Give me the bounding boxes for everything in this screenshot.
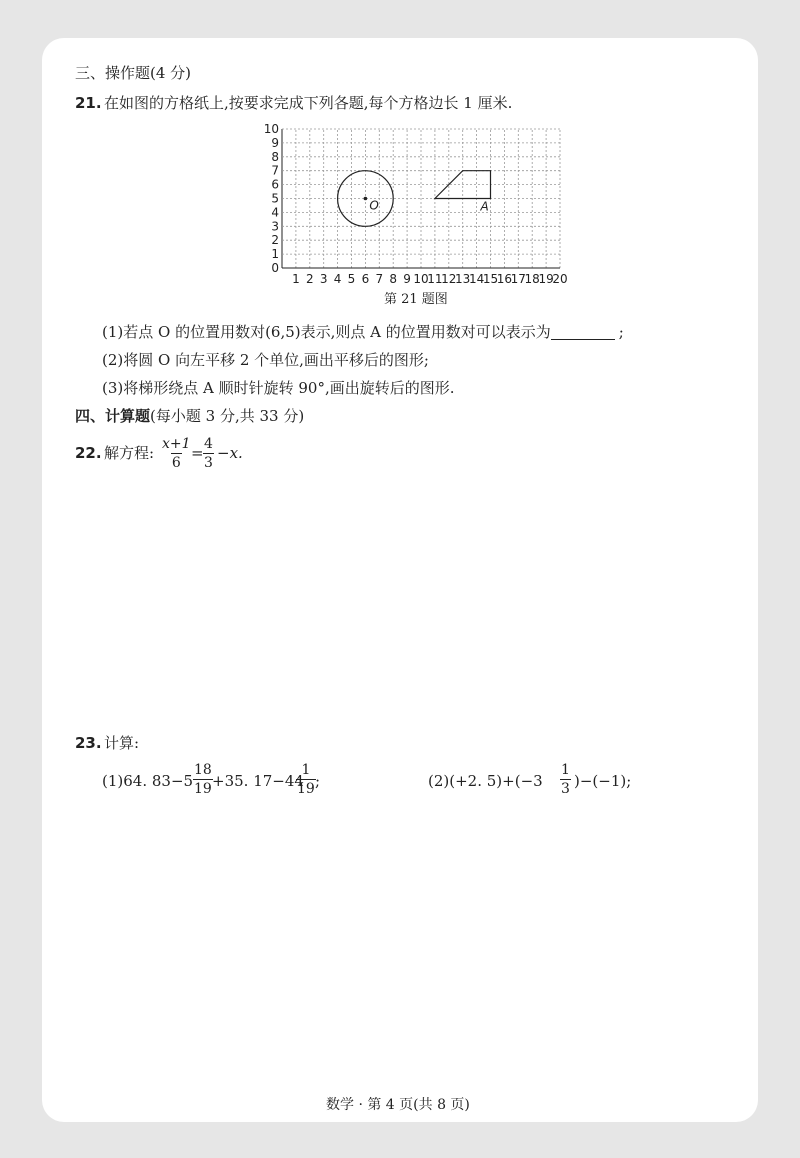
section4-heading [75,409,304,424]
q22-frac2-den: 3 [204,455,213,471]
q23-part2-b: )−(−1); [574,772,632,790]
q21-part2: (2)将圆 O 向左平移 2 个单位,画出平移后的图形; [102,351,429,369]
y-tick-label: 5 [271,191,279,206]
x-tick-label: 16 [496,272,513,286]
q23-part1-c: ; [315,772,321,790]
q22-frac2-num: 4 [204,436,213,452]
label-a: A [480,199,489,214]
y-tick-label: 8 [271,149,279,164]
q23-p1-f2-num: 1 [301,762,311,778]
label-o: O [369,198,379,213]
x-tick-label: 20 [552,272,568,286]
q21-part1 [102,325,624,340]
y-tick-label: 6 [271,177,279,192]
x-tick-label: 2 [305,272,314,286]
x-tick-label: 4 [333,272,342,286]
q22-tail: −x. [217,444,243,462]
q23-p2-f-num: 1 [561,762,570,778]
x-tick-label: 17 [510,272,526,286]
y-tick-label: 1 [271,247,279,262]
q23-part1-fraction1 [193,763,213,796]
page-footer: 数学 · 第 4 页(共 8 页) [326,1097,470,1113]
x-tick-label: 7 [375,272,384,286]
q23-label: 计算: [104,734,140,752]
q21-stem: 在如图的方格纸上,按要求完成下列各题,每个方格边长 1 厘米. [104,94,513,112]
q22-fraction-right [203,437,214,470]
y-tick-label: 10 [263,122,279,136]
q23-part1-a: (1)64. 83−5 [102,772,194,790]
x-tick-label: 6 [361,272,370,286]
q22-frac1-num: x+1 [162,436,191,452]
q23-p1-f1-num: 18 [194,762,212,778]
x-tick-label: 15 [482,272,499,286]
x-tick-label: 5 [347,272,356,286]
x-tick-label: 9 [403,272,411,286]
y-tick-label: 4 [271,205,279,220]
q22-equals: = [191,444,204,462]
q21-part3: (3)将梯形绕点 A 顺时针旋转 90°,画出旋转后的图形. [102,379,455,397]
q21-part1-end: ; [618,323,624,341]
x-tick-label: 1 [292,272,300,286]
section3-heading: 三、操作题(4 分) [75,64,192,82]
q23-part2-a: (2)(+2. 5)+(−3 [428,772,543,790]
x-tick-label: 13 [455,272,471,286]
q21-part1-answer-blank[interactable] [551,325,615,340]
y-tick-label: 0 [271,261,279,275]
y-tick-label: 2 [271,233,279,248]
y-tick-label: 9 [271,135,279,150]
x-tick-label: 10 [413,272,429,286]
x-tick-label: 8 [389,272,398,286]
circle-center-dot [364,197,368,201]
q22-fraction-left [161,437,192,470]
x-tick-label: 19 [538,272,554,286]
q23-p1-f2-den: 19 [297,781,315,797]
x-tick-label: 14 [468,272,485,286]
q23-part2-fraction [560,763,571,796]
q21-grid-figure [258,120,578,288]
q21-number: 21. [75,94,102,112]
q22-number: 22. [75,444,102,462]
section4-heading-rest: (每小题 3 分,共 33 分) [150,407,305,425]
x-tick-label: 12 [441,272,457,286]
q23-p1-f1-den: 19 [194,781,212,797]
q22-label: 解方程: [104,444,155,462]
q21-part1-text: (1)若点 O 的位置用数对(6,5)表示,则点 A 的位置用数对可以表示为 [102,323,551,341]
q23-p2-f-den: 3 [561,781,570,797]
section4-heading-bold: 四、计算题 [75,407,151,425]
x-tick-label: 3 [319,272,328,286]
y-tick-label: 3 [271,219,279,234]
q22-frac1-den: 6 [171,455,181,471]
y-tick-label: 7 [271,163,279,178]
q23-number: 23. [75,734,102,752]
q21-figure-caption: 第 21 题图 [384,292,448,307]
x-tick-label: 18 [524,272,540,286]
q23-part1-b: +35. 17−44 [212,772,304,790]
x-tick-label: 11 [427,272,443,286]
q23-part1-fraction2 [296,763,316,796]
